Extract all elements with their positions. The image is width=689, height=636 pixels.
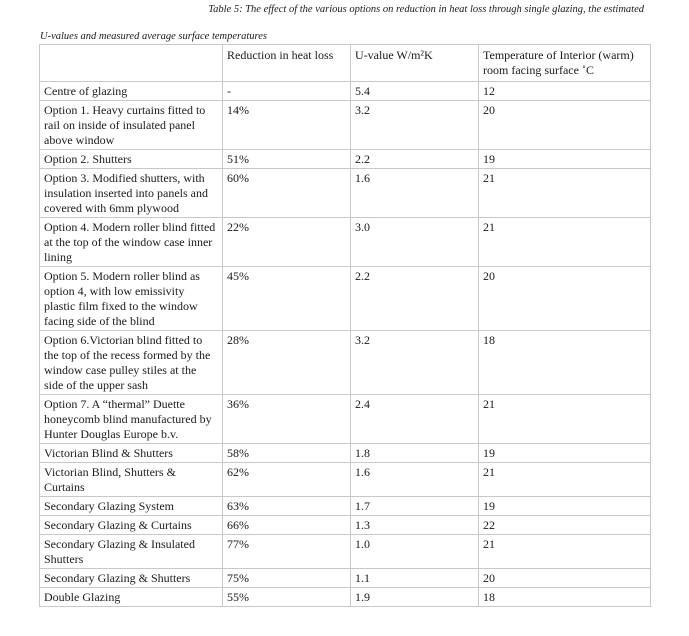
reduction-cell: 36% xyxy=(223,395,351,444)
option-cell: Secondary Glazing & Insulated Shutters xyxy=(40,535,223,569)
header-reduction: Reduction in heat loss xyxy=(223,45,351,82)
temperature-cell: 20 xyxy=(479,267,651,331)
u-value-cell: 1.0 xyxy=(351,535,479,569)
table-row xyxy=(40,516,651,535)
temperature-cell: 21 xyxy=(479,463,651,497)
option-cell: Option 6.Victorian blind fitted to the top of the recess formed by the window case pulley stiles at the side of the upper sash xyxy=(40,331,223,395)
reduction-cell: 60% xyxy=(223,169,351,218)
option-cell: Secondary Glazing & Curtains xyxy=(40,516,223,535)
option-cell: Option 3. Modified shutters, with insulation inserted into panels and covered with 6mm plywood xyxy=(40,169,223,218)
u-value-cell: 1.3 xyxy=(351,516,479,535)
u-value-cell: 3.2 xyxy=(351,101,479,150)
u-value-cell: 2.2 xyxy=(351,150,479,169)
option-cell: Victorian Blind, Shutters & Curtains xyxy=(40,463,223,497)
option-cell: Option 5. Modern roller blind as option 4, with low emissivity plastic film fixed to the window facing side of the blind xyxy=(40,267,223,331)
header-u-value: U-value W/m²K xyxy=(351,45,479,82)
reduction-cell: 45% xyxy=(223,267,351,331)
u-value-cell: 2.2 xyxy=(351,267,479,331)
reduction-cell: 75% xyxy=(223,569,351,588)
reduction-cell: 55% xyxy=(223,588,351,607)
temperature-cell: 21 xyxy=(479,218,651,267)
table-row xyxy=(40,331,651,395)
reduction-cell: 28% xyxy=(223,331,351,395)
table-body xyxy=(40,82,651,607)
u-value-cell: 2.4 xyxy=(351,395,479,444)
reduction-cell: - xyxy=(223,82,351,101)
temperature-cell: 21 xyxy=(479,395,651,444)
table-row xyxy=(40,267,651,331)
reduction-cell: 22% xyxy=(223,218,351,267)
table-row xyxy=(40,588,651,607)
option-cell: Victorian Blind & Shutters xyxy=(40,444,223,463)
table-row xyxy=(40,82,651,101)
temperature-cell: 18 xyxy=(479,588,651,607)
u-value-cell: 1.1 xyxy=(351,569,479,588)
reduction-cell: 66% xyxy=(223,516,351,535)
u-value-cell: 3.0 xyxy=(351,218,479,267)
temperature-cell: 12 xyxy=(479,82,651,101)
table-row xyxy=(40,463,651,497)
option-cell: Option 2. Shutters xyxy=(40,150,223,169)
table-caption-continued: U-values and measured average surface temperatures xyxy=(40,31,267,42)
option-cell: Option 1. Heavy curtains fitted to rail on inside of insulated panel above window xyxy=(40,101,223,150)
u-value-cell: 1.9 xyxy=(351,588,479,607)
u-value-cell: 1.8 xyxy=(351,444,479,463)
option-cell: Option 7. A “thermal” Duette honeycomb blind manufactured by Hunter Douglas Europe b.v. xyxy=(40,395,223,444)
option-cell: Option 4. Modern roller blind fitted at the top of the window case inner lining xyxy=(40,218,223,267)
table-row xyxy=(40,444,651,463)
temperature-cell: 20 xyxy=(479,569,651,588)
header-temperature: Temperature of Interior (warm) room facing surface ˚C xyxy=(479,45,651,82)
option-cell: Double Glazing xyxy=(40,588,223,607)
table-header-row xyxy=(40,45,651,82)
temperature-cell: 19 xyxy=(479,444,651,463)
reduction-cell: 77% xyxy=(223,535,351,569)
u-value-cell: 5.4 xyxy=(351,82,479,101)
table-row xyxy=(40,569,651,588)
heat-loss-table xyxy=(39,44,651,607)
temperature-cell: 21 xyxy=(479,535,651,569)
table-row xyxy=(40,169,651,218)
header-option xyxy=(40,45,223,82)
u-value-cell: 1.6 xyxy=(351,169,479,218)
table-row xyxy=(40,150,651,169)
u-value-cell: 1.7 xyxy=(351,497,479,516)
option-cell: Secondary Glazing & Shutters xyxy=(40,569,223,588)
reduction-cell: 62% xyxy=(223,463,351,497)
table-row xyxy=(40,497,651,516)
temperature-cell: 20 xyxy=(479,101,651,150)
temperature-cell: 22 xyxy=(479,516,651,535)
option-cell: Centre of glazing xyxy=(40,82,223,101)
temperature-cell: 19 xyxy=(479,497,651,516)
table-row xyxy=(40,395,651,444)
temperature-cell: 21 xyxy=(479,169,651,218)
table-row xyxy=(40,535,651,569)
reduction-cell: 63% xyxy=(223,497,351,516)
table-row xyxy=(40,101,651,150)
temperature-cell: 18 xyxy=(479,331,651,395)
temperature-cell: 19 xyxy=(479,150,651,169)
table-row xyxy=(40,218,651,267)
reduction-cell: 58% xyxy=(223,444,351,463)
u-value-cell: 1.6 xyxy=(351,463,479,497)
table-caption: Table 5: The effect of the various options on reduction in heat loss through single glazing, the estimated xyxy=(208,4,644,15)
u-value-cell: 3.2 xyxy=(351,331,479,395)
reduction-cell: 51% xyxy=(223,150,351,169)
option-cell: Secondary Glazing System xyxy=(40,497,223,516)
reduction-cell: 14% xyxy=(223,101,351,150)
